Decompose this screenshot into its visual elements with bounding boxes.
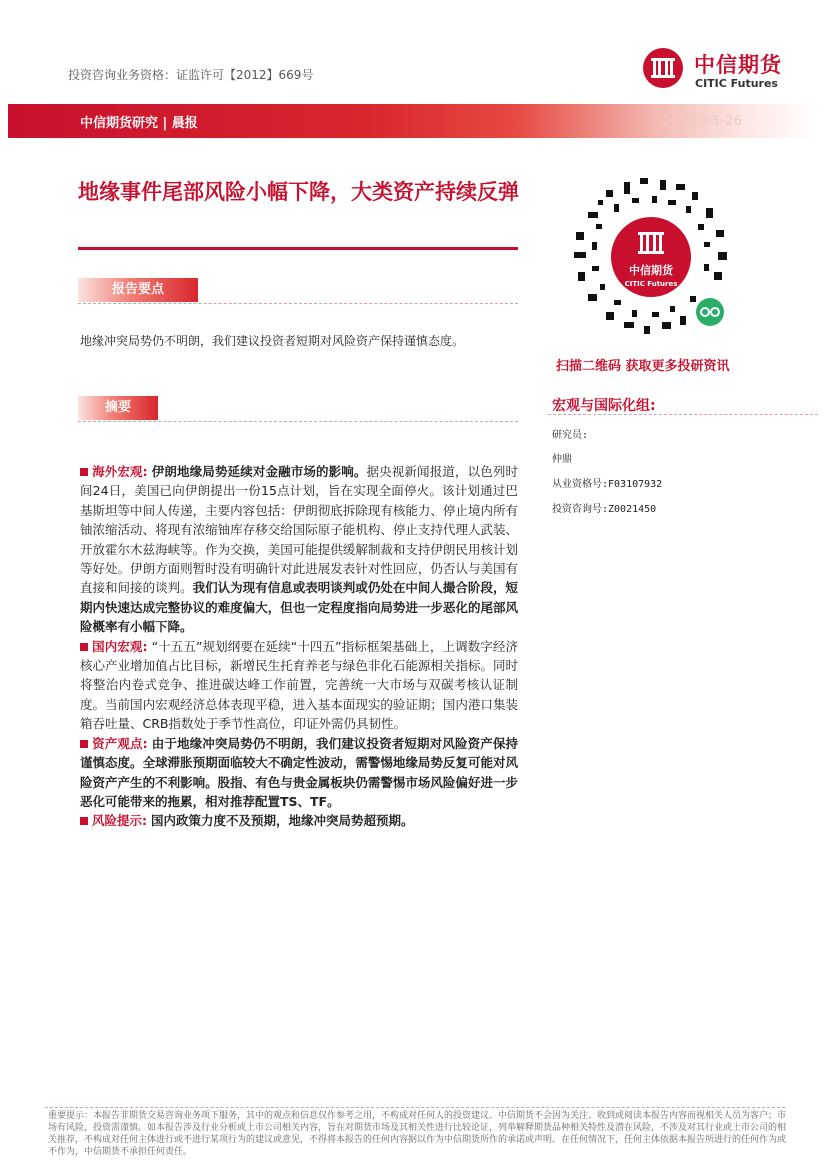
report-title: 地缘事件尾部风险小幅下降，大类资产持续反弹 (78, 180, 519, 204)
overseas-macro-tag: 海外宏观: (92, 464, 148, 479)
qr-brand-en: CITIC Futures (624, 280, 678, 288)
footer-divider (45, 1107, 785, 1108)
citic-logo-icon (642, 47, 684, 89)
report-points-text: 地缘冲突局势仍不明朗，我们建议投资者短期对风险资产保持谨慎态度。 (80, 334, 465, 348)
disclaimer-text: 重要提示：本报告非期货交易咨询业务项下服务，其中的观点和信息仅作参考之用，不构成对任何人的投资建议。中信期货不会因为关注、收到或阅读本报告内容而视相关人员为客户；市场有风险，投资需谨慎。如本报告涉及行业分析或上市公司相关内容，旨在对期货市场及其相关性进行比较论证，列举解释期货品种相关特性及潜在风险，不涉及对其行业或上市公司的相关推荐，不构成对任何主体进行或不进行某项行为的建议或意见，不得将本报告的任何内容据以作为中信期货所作的承诺或声明。在任何情况下，任何主体依据本报告所进行的任何作为或不作为，中信期货不承担任何责任。 (48, 1111, 787, 1157)
summary-body (80, 462, 518, 831)
qr-code[interactable] (566, 172, 736, 342)
asset-view-body: 由于地缘冲突局势仍不明朗，我们建议投资者短期对风险资产保持谨慎态度。全球滞胀预期面临较大不确定性波动，需警惕地缘局势反复可能对风险资产产生的不利影响。股指、有色与贵金属板块仍需警惕市场风险偏好进一步恶化可能带来的拖累，相对推荐配置TS、TF。 (80, 735, 518, 809)
risk-warning-body: 国内政策力度不及预期，地缘冲突局势超预期。 (150, 813, 414, 829)
qr-caption: 扫描二维码 获取更多投研资讯 (556, 359, 730, 374)
qr-code-icon (566, 172, 736, 342)
header-bar-text: 中信期货研究 | 晨报 (80, 116, 198, 131)
summary-label: 摘要 (78, 396, 158, 420)
asset-view-tag: 资产观点: (92, 735, 148, 751)
risk-warning-tag: 风险提示: (92, 813, 147, 829)
bullet-icon (80, 817, 88, 825)
group-divider (548, 414, 818, 415)
logo-cn-text: 中信期货 (694, 53, 782, 77)
asset-view-paragraph (80, 734, 518, 812)
license-text: 投资咨询业务资格：证监许可【2012】669号 (68, 68, 314, 82)
report-points-label: 报告要点 (78, 278, 198, 302)
summary-divider (78, 421, 518, 422)
risk-warning-paragraph (80, 811, 518, 830)
report-points-divider (78, 303, 518, 304)
company-logo (642, 47, 802, 93)
overseas-macro-lead: 伊朗地缘局势延续对金融市场的影响。 (151, 464, 367, 479)
qr-brand-cn: 中信期货 (629, 264, 673, 277)
researcher-label: 研究员: (552, 430, 589, 441)
overseas-macro-conclusion: 我们认为现有信息或表明谈判或仍处在中间人撮合阶段，短期内快速达成完整协议的难度偏大，但也一定程度指向局势进一步恶化的尾部风险概率有小幅下降。 (80, 580, 518, 635)
title-divider (78, 247, 518, 250)
overseas-macro-paragraph (80, 462, 518, 637)
bullet-icon (80, 468, 88, 476)
domestic-macro-tag: 国内宏观: (92, 638, 148, 654)
domestic-macro-body: “十五五”规划纲要在延续“十四五”指标框架基础上，上调数字经济核心产业增加值占比目标，新增民生托育养老与绿色非化石能源相关指标。同时将整治内卷式竞争、推进碳达峰工作前置，完善统一大市场与双碳考核认证制度。当前国内宏观经济总体表现平稳，进入基本面现实的验证期；国内港口集装箱吞吐量、CRB指数处于季节性高位，印证外需仍具韧性。 (80, 638, 519, 732)
bullet-icon (80, 740, 88, 748)
logo-en-text: CITIC Futures (695, 77, 778, 90)
research-group: 宏观与国际化组: (552, 398, 656, 414)
researcher-name: 仲鼎 (552, 454, 572, 465)
domestic-macro-paragraph (80, 637, 518, 734)
overseas-macro-body: 据央视新闻报道，以色列时间24日，美国已向伊朗提出一份15点计划，旨在实现全面停火。该计划通过巴基斯坦等中间人传递，主要内容包括：伊朗彻底拆除现有核能力、停止境内所有铀浓缩活动、将现有浓缩铀库存移交给国际原子能机构、停止支持代理人武装、开放霍尔木兹海峡等。作为交换，美国可能提供缓解制裁和支持伊朗民用核计划等好处。伊朗方面则暂时没有明确针对此进展发表针对性回应，仍否认与美国有直接和间接的谈判。 (80, 464, 518, 596)
consult-number: 投资咨询号:Z0021450 (552, 504, 657, 515)
qualification-number: 从业资格号:F03107932 (552, 479, 663, 490)
report-date: 2026-03-26 (662, 114, 743, 129)
bullet-icon (80, 643, 88, 651)
